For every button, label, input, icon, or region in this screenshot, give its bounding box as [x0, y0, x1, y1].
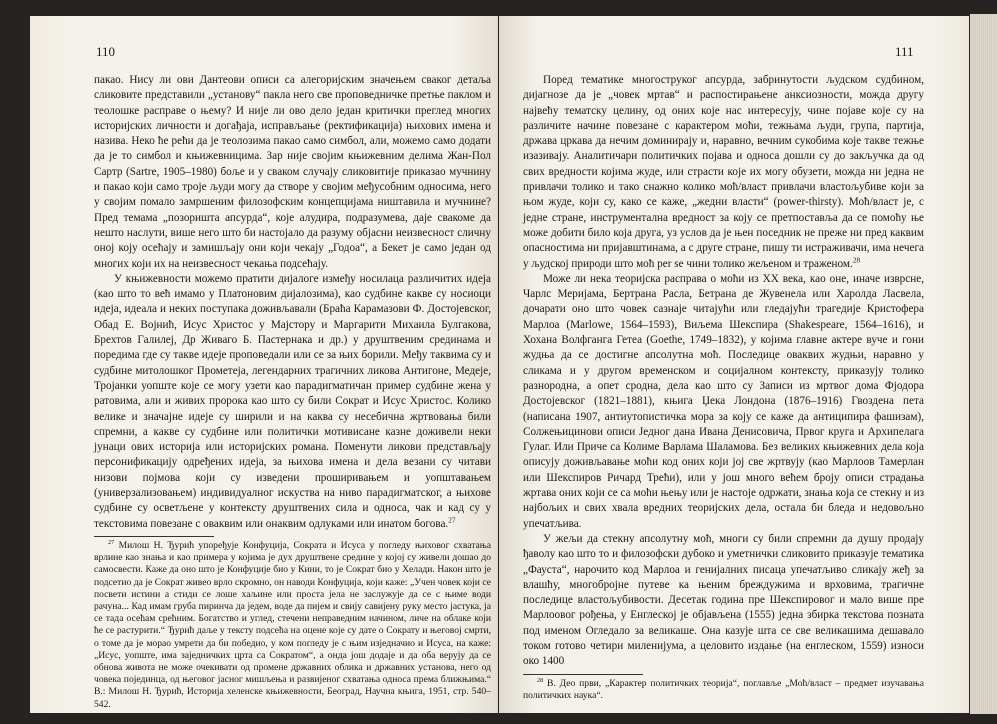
paragraph: [94, 272, 491, 532]
footnote: [94, 540, 491, 711]
paragraph: У жељи да стекну апсолутну моћ, многи су били спремни да душу продају ђаволу као што то и филозофски дубоко и уметнички сликовито приказује тематика „Фауста“, нарочито код Марлоа и генијалних писаца упечатљиво сликају жеђ за влашћу, многобројне путеве ка њеним бреждужима и врховима, трагичне последице властољубивости. Десетак година пре Шекспировог и мало више пре Марлоовог рођења, у Енглеској је објављена (1555) једна збирка текстова позната под именом Огледало за великаше. Она казује шта се све великашима дешавало током готово четири миленијума, а целовито издање (на енглеском, 1559) износи око 1400: [523, 532, 924, 668]
paragraph: пакао. Нису ли ови Дантеови описи са алегоријским значењем сваког детаља сликовите представили „установу“ пакла него све проповедничке претње паклом и теолошке расправе о њему? И није ли ово дело један критички преглед многих историјских личности и догађаја, исправљање (ректификација) њихових имена и назива. Неко ће рећи да је теолозима пакао само симбол, али, можемо само додати да је то симбол и књижевницима. Зар није својим књижевним делима Жан-Пол Сартр (Sartre, 1905–1980) боље и у сваком случају сликовитије приказао мучнину и пакао који само троје људи могу да створе у својим међусобним односима, него у својим помало замршеним филозофским концепцијама ништавила и мучнине? Пред темама „позоришта апсурда“, које алудира, подразумева, даје свакоме да нешто наслути, више него што би настојало да разуму објасни неизвесност сличну оној коју осећају и замишљају они који чекају „Годоа“, а Бекет је само један од многих који их на неизвесност чекања подсећају.: [94, 74, 491, 270]
page-number: 110: [96, 44, 116, 59]
left-page: [30, 16, 498, 713]
footnote-text: В. Део први, „Карактер политичких теорија“, поглавље „Моћ/власт – предмет изучавања политичких наука“.: [523, 677, 925, 701]
page-edge: [970, 14, 997, 714]
footnote: [523, 678, 924, 702]
paragraph-text: У књижевности можемо пратити дијалоге између носилаца различитих идеја (као што то већ имамо у Платоновим дијалозима), као судбине какве су носиоци идеја, идеала и неких поступака доживљавали (Браћа Карамазови Ф. Достојевског, Обад Е. Војнић, Исус Христос у Мајстору и Маргарити Михаила Булгакова, Брехтов Галилеј, Др Живаго Б. Пастернака и др.) у друштвеним срединама и поредима где су такве идеје проповедали или се за њих борили. Међу таквима су и судбине митолошког Прометеја, легендарних трагичних ликова Антигоне, Медеје, Тројанки уопште које се могу узети као парадигматичан пример судбине жена у ратовима, али и живих пророка као што су били Сократ и Исус Христос. Колико велике и значајне идеје су ширили и на каква су несебична жртвовања били спремни, а какве су судбине или политички мотивисане казне доживели неки јунаци овиx историја или историјских романа. Поменути ликови представљају персонификацију одређених идеја, за њихова имена и дела везани су читави низови појмова који су изведени проширивањем и уопштавањем (универзализовањем) индивидуалног искуства на ниво парадигматског, а њихове судбине су осветљене у контексту друштвених сила и односа, чак и кад су у текстовима повезане с оваквим или онаквим одлуками или инатом богова.: [94, 272, 491, 530]
page-number: 111: [895, 44, 914, 59]
paragraph: Може ли нека теоријска расправа о моћи из XX века, као оне, иначе изврсне, Чарлс Меријама, Бертрана Расла, Бетрана де Жувенела или Харолда Ласвела, дочарати оно што човек сазнаје читајући или гледајући трагедије Кристофера Марлоа (Marlowe, 1564–1593), Виљема Шекспира (Shakespeare, 1564–1616), и Хохана Волфганга Гетеа (Goethe, 1749–1832), у којима главне актере вуче и гони жудња да се достигне апсолутна моћ. Последице оваквих жудњи, наравно у сликама и у другом временском и социјалном контексту, приказују толико разнородна, а опет сродна, дела као што су Записи из мртвог дома Фјодора Достојевског (1821–1881), књига Џека Лондона (1876–1916) Гвоздена пета (написана 1907, антиутопистичка мора за коју се каже да антиципира фашизам), Солжењицинови описи Једног дана Ивана Денисовича, Првог круга и Архипелага Гулаг. Или Приче са Колиме Варлама Шаламова. Без великих књижевних дела која описују доживљавање моћи код оних који јој све жртвују (као Марлоов Тамерлан или Шекспиров Ричард Трећи), или у још много већем броју описи страдања жртава оних који се са моћи њењу или је настоје одржати, знања која се стекну и из најбољих и свих хвала вредних теоријских дела, остала би бледа и недовољно упечатљива.: [523, 272, 924, 530]
footnote-marker: 28: [537, 676, 544, 684]
footnote-text: Милош Н. Ђурић упоређује Конфуција, Сократа и Исуса у погледу њиховог схватања врлине као знања и као примера у којима је дух друштвене средине у којој су живели дошао до самосвести. Каже да оно што је Конфуције био у Кини, то је Сократ био у Хелади. Након што је подсетио да је Сократ живео врло скромно, он наводи Конфуција, који каже: „Учен човек који се посвети истини а стиди се лоше хаљине или проста јела не заслужује да се с њиме води рачуна... Кад имам груба пиринча да једем, воде да пијем и свију савијену руку место јастука, ја се тада осећам срећним. Богатство и углед, стечени неправедним начином, личе на облаке који ће се растурити.“ Ђурић даље у тексту подсећа на оцене које су дате о Сократу и његовој смрти, о томе да је морао умрети да би победио, у ком погледу је с њим изједначио и Исуса, на каже: „Исус, уопште, има заједничких црта са Сократом“, а онда још додаје и да оба верују да се обнова живота не може очекивати од промене државних облика и државних установа, него од човека појединца, од његовог јасног мишљења и развијеног схватања односа према ближњима.“ В.: Милош Н. Ђурић, Историја хеленске књижевности, Београд, Научна књига, 1951, стр. 540–542.: [94, 539, 491, 710]
page-body: [94, 73, 491, 711]
paragraph: [523, 73, 924, 272]
page-body: [523, 73, 924, 702]
paragraph-text: Поред тематике многоструког апсурда, забринутости људском судбином, дијагнозе да је „човек мртав“ и распостирањене анксиозности, можда другу највећу тематску целину, од оних које нас интересују, чине појаве које су на различите начине повезане с карактером моћи, тежњама људи, група, партија, држава цркава да нечим доминирају и, наравно, вечним сукобима које такве тежње изазивају. Аналитичари политичких појава и односа дошли су до закључка да од свих вредности којима жуде, или страсти које их могу обузети, можда ни једна не привлачи толико и тако снажно колико моћ/власт привлачи властољубиве који за њом жуде, који су, како се каже, „жедни власти“ (power-thirsty). Моћ/власт је, с једне стране, инструментална вредност за коју се претпоставља да се помоћу ње може добити било која друга, уз услов да је њен поседник не преже ни пред каквим опасностима ни пријавштинама, а с друге стране, пишу ти истраживачи, има нечега у људској природи што моћ per se чини толико жељеном и траженом.: [523, 74, 924, 270]
footnote-divider: [94, 536, 214, 537]
footnote-marker: 27: [108, 538, 115, 546]
footnote-ref[interactable]: 27: [448, 515, 456, 524]
footnote-ref[interactable]: 28: [852, 255, 861, 264]
footnote-divider: [523, 674, 643, 675]
right-page: [499, 16, 969, 713]
